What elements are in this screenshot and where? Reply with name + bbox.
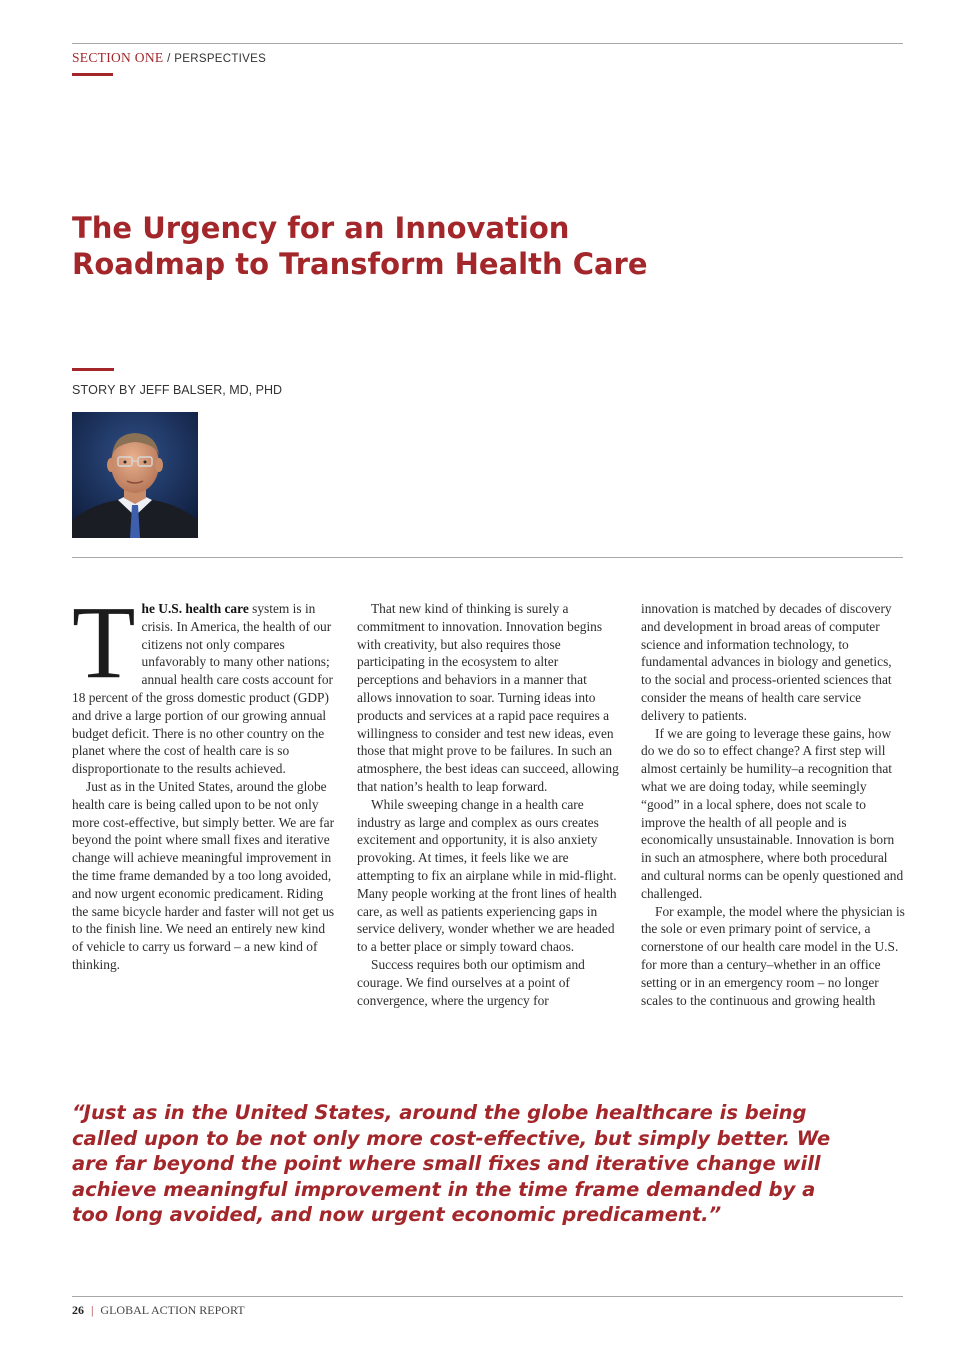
section-accent-bar — [72, 73, 113, 76]
paragraph-text: system is in crisis. In America, the health of our citizens not only compares unfavorably to many other nations; annual health care costs account for 18 percent of the gross domestic product (GDP) and drive a large portion of our growing annual budget deficit. There is no other country on the planet where the cost of health care is so disproportionate to the results achieved. — [72, 601, 334, 777]
publication-name: GLOBAL ACTION REPORT — [100, 1303, 245, 1317]
section-name: SECTION ONE — [72, 50, 164, 65]
article-paragraph: Success requires both our optimism and courage. We find ourselves at a point of convergence, where the urgency for — [357, 956, 585, 1008]
dropcap: T — [72, 585, 136, 700]
byline-author: JEFF BALSER, MD, PHD — [139, 383, 283, 397]
footer-rule — [72, 1296, 903, 1297]
section-separator: / — [167, 53, 171, 65]
byline-bottom-rule — [72, 557, 903, 558]
section-label — [72, 50, 266, 66]
article-column-2 — [357, 600, 621, 1009]
footer — [72, 1303, 245, 1318]
article-column-3 — [641, 600, 905, 1009]
article-paragraph: For example, the model where the physician is the sole or even primary point of service, a cornerstone of our health care model in the U.S. for more than a century–whether in an office setting or in an emergency room – no longer scales to the continuous and growing health — [641, 903, 905, 1008]
lead-in: he U.S. health care — [141, 601, 249, 616]
article-paragraph: If we are going to leverage these gains, how do we do so to effect change? A first step will almost certainly be humility–a recognition that what we are doing today, while seemingly “good” in a local sphere, does not scale to improve the health of all people and is economically unsustainable. Innovation is born in such an atmosphere, where both procedural and cultural norms can be openly questioned and challenged. — [641, 725, 904, 901]
article-paragraph: While sweeping change in a health care industry as large and complex as ours creates excitement and opportunity, it is also anxiety provoking. At times, it feels like we are attempting to fix an airplane while in mid-flight. Many people working at the front lines of health care, as well as patients experiencing gaps in service delivery, wonder whether we are headed to a better place or simply toward chaos. — [357, 796, 617, 955]
section-category: PERSPECTIVES — [174, 53, 267, 65]
article-title: The Urgency for an Innovation Roadmap to Transform Health Care — [72, 211, 648, 281]
article-paragraph: That new kind of thinking is surely a commitment to innovation. Innovation begins with creativity, but also requires those participating in the ecosystem to alter perceptions and behaviors in a manner that allows innovation to soar. Turning ideas into products and services at a rapid pace requires a willingness to consider and test new ideas, even those that might prove to be failures. In such an atmosphere, the best ideas can succeed, allowing that nation’s health to leap forward. — [357, 601, 619, 794]
page-number: 26 — [72, 1303, 84, 1317]
article-paragraph — [72, 585, 335, 778]
footer-separator: | — [91, 1303, 94, 1317]
pull-quote: “Just as in the United States, around the globe healthcare is being called upon to be not only more cost-effective, but simply better. We are far beyond the point where small fixes and iterative change will achieve meaningful improvement in the time frame demanded by a too long avoided, and now urgent economic predicament.” — [72, 1101, 831, 1226]
byline-accent-bar — [72, 368, 114, 371]
article-paragraph: innovation is matched by decades of discovery and development in broad areas of computer science and information technology, to fundamental advances in biology and genetics, to the social and process-oriented sciences that consider the means of health care service delivery to patients. — [641, 601, 892, 723]
article-column-1 — [72, 585, 335, 974]
byline-prefix: STORY BY — [72, 383, 137, 397]
top-rule — [72, 43, 903, 44]
author-portrait — [72, 412, 198, 538]
article-paragraph: Just as in the United States, around the globe health care is being called upon to be not only more cost-effective, but simply better. We are far beyond the point where small fixes and iterative change will achieve meaningful improvement in the time frame demanded by a too long avoided, and now urgent economic predicament. Riding the same bicycle harder and faster will not get us to the finish line. We need an entirely new kind of vehicle to carry us forward – a new kind of thinking. — [72, 778, 335, 972]
byline — [72, 383, 282, 397]
